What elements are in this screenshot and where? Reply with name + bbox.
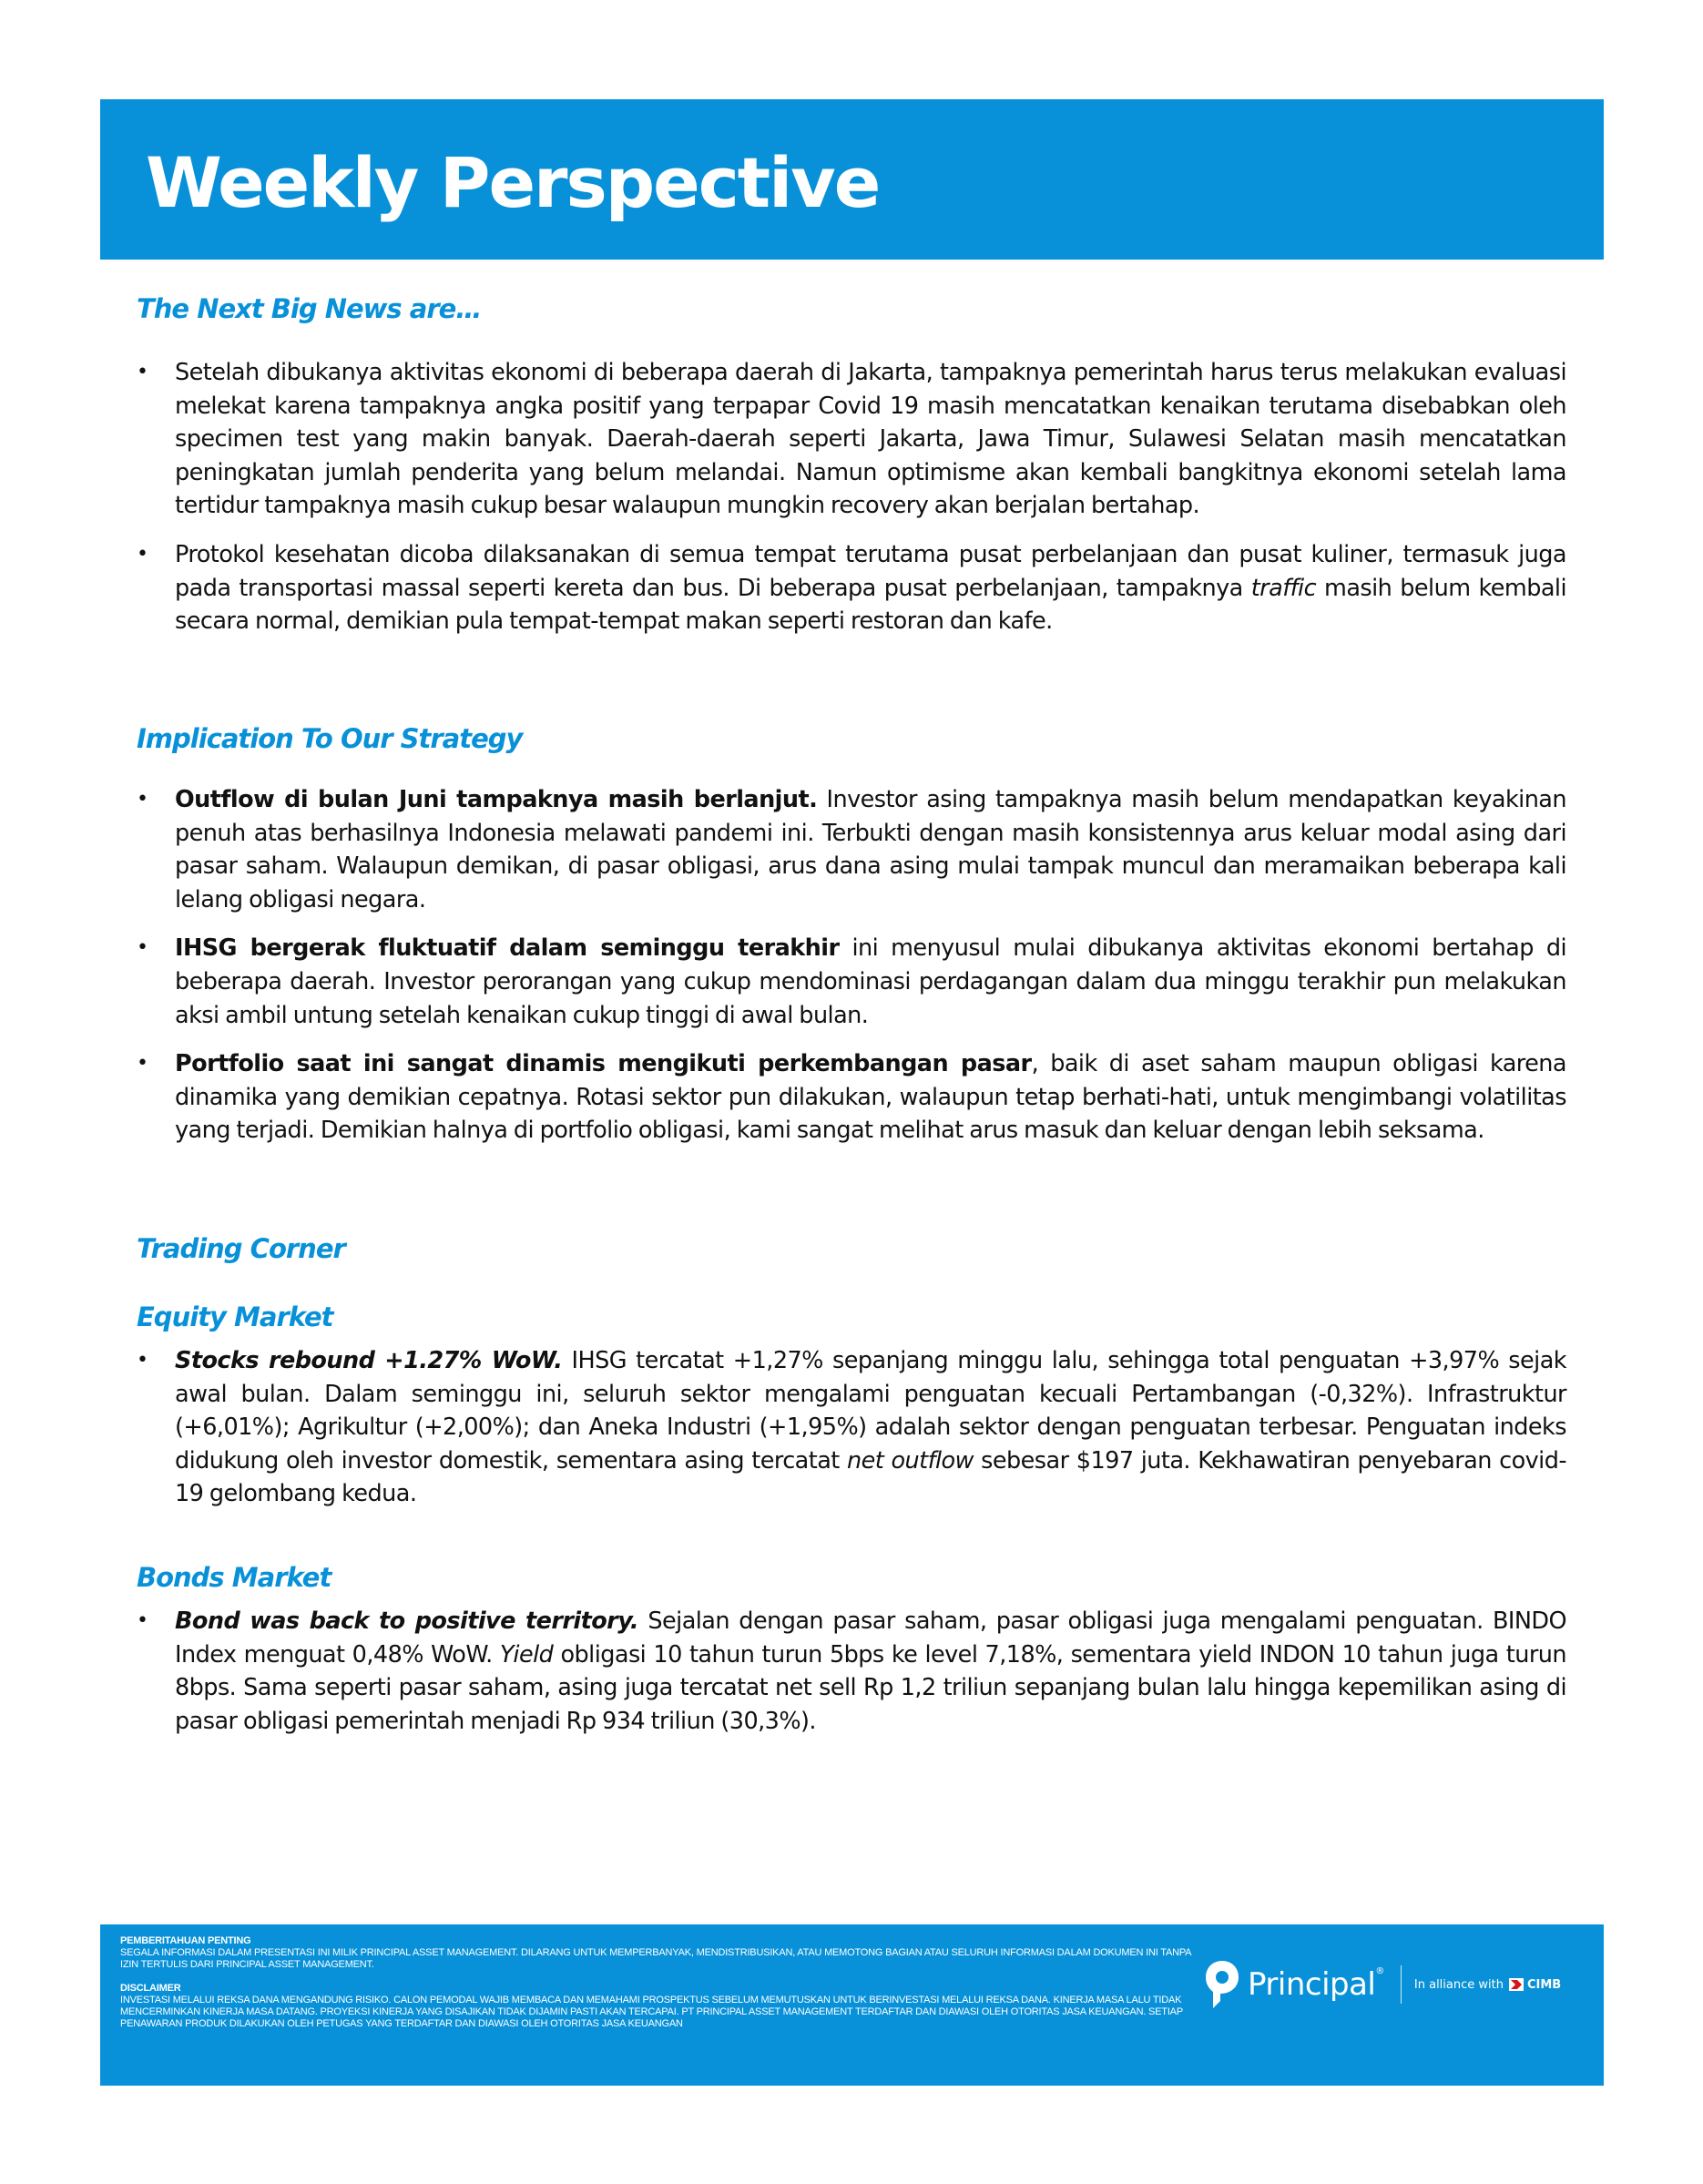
item-text: ini menyusul mulai dibukanya aktivitas ekonomi bertahap di beberapa daerah. Investor perorangan yang cukup mendominasi perdagangan dalam dua minggu terakhir pun melakukan aksi ambil untung setelah kenaikan cukup tinggi di awal bulan. [175,934,1566,1029]
item-text: Protokol kesehatan dicoba dilaksanakan di semua tempat terutama pusat perbelanjaan dan pusat kuliner, termasuk juga pada transportasi massal seperti kereta dan bus. Di beberapa pusat perbelanjaan, tampaknya [175,540,1566,602]
principal-logo [1204,1959,1561,2010]
cimb-wordmark: CIMB [1526,1977,1562,1992]
subheading-equity-market: Equity Market [137,1301,333,1332]
item-italic-text: net outflow [847,1446,974,1475]
bullet-icon: • [137,542,148,566]
alliance-text: In alliance with CIMB [1413,1977,1562,1992]
item-bold-lead: Outflow di bulan Juni tampaknya masih berlanjut. [175,786,818,813]
list-item [137,932,1566,1032]
list-item [137,783,1566,916]
footer-text [120,1935,1195,2042]
disclaimer-text: INVESTASI MELALUI REKSA DANA MENGANDUNG RISIKO. CALON PEMODAL WAJIB MEMBACA DAN MEMAHAMI PROSPEKTUS SEBELUM MEMUTUSKAN UNTUK BERINVESTASI MELALUI REKSA DANA. KINERJA MASA LALU TIDAK MENCERMINKAN KINERJA MASA DATANG. PROYEKSI KINERJA YANG DISAJIKAN TIDAK DIJAMIN PASTI AKAN TERCAPAI. PT PRINCIPAL ASSET MANAGEMENT TERDAFTAR DAN DIAWASI OLEH OTORITAS JASA KEUANGAN. SETIAP PENAWARAN PRODUK DILAKUKAN OLEH PETUGAS YANG TERDAFTAR DAN DIAWASI OLEH OTORITAS JASA KEUANGAN [120,1995,1183,2029]
footer-disclaimer [100,1924,1604,2086]
section-heading-implication: Implication To Our Strategy [137,723,523,754]
list-item [137,538,1566,638]
header-banner [100,99,1604,260]
bullet-icon: • [137,788,148,811]
page-title: Weekly Perspective [146,142,880,223]
bonds-market-list [137,1605,1566,1738]
item-text: , baik di aset saham maupun obligasi karena dinamika yang demikian cepatnya. Rotasi sektor pun dilakukan, walaupun tetap berhati-hati, untuk mengimbangi volatilitas yang terjadi. Demikian halnya di portfolio obligasi, kami sangat melihat arus masuk dan keluar dengan lebih seksama. [175,1050,1566,1145]
implication-list [137,783,1566,1148]
equity-market-list [137,1344,1566,1511]
item-italic-text: traffic [1250,574,1317,602]
bullet-icon: • [137,1349,148,1372]
logo-divider [1401,1965,1402,2004]
bullet-icon: • [137,1052,148,1076]
item-text: Setelah dibukanya aktivitas ekonomi di beberapa daerah di Jakarta, tampaknya pemerintah harus terus melakukan evaluasi melekat karena tampaknya angka positif yang terpapar Covid 19 masih mencatatkan kenaikan terutama disebabkan oleh specimen test yang makin banyak. Daerah-daerah seperti Jakarta, Jawa Timur, Sulawesi Selatan masih mencatatkan peningkatan jumlah penderita yang belum melandai. Namun optimisme akan kembali bangkitnya ekonomi setelah lama tertidur tampaknya masih cukup besar walaupun mungkin recovery akan berjalan bertahap. [175,359,1566,520]
item-text: IHSG tercatat +1,27% sepanjang minggu lalu, sehingga total penguatan +3,97% sejak awal bulan. Dalam seminggu ini, seluruh sektor mengalami penguatan kecuali Pertambangan (-0,32%). Infrastruktur (+6,01%); Agrikultur (+2,00%); dan Aneka Industri (+1,95%) adalah sektor dengan penguatan terbesar. Penguatan indeks didukung oleh investor domestik, sementara asing tercatat [175,1347,1567,1475]
item-bold-lead: Bond was back to positive territory. [175,1607,639,1635]
disclaimer-heading: DISCLAIMER [120,1983,181,1994]
item-italic-text: Yield [499,1640,554,1669]
bullet-icon: • [137,361,148,383]
notice-heading: PEMBERITAHUAN PENTING [120,1935,251,1946]
item-text: sebesar $197 juta. Kekhawatiran penyebaran covid-19 gelombang kedua. [175,1446,1566,1508]
item-bold-lead: Stocks rebound +1.27% WoW. [175,1347,563,1374]
cimb-logo-icon [1509,1978,1524,1991]
disclaimer [120,1983,1195,2030]
list-item [137,1047,1566,1148]
item-bold-lead: IHSG bergerak fluktuatif dalam seminggu terakhir [175,934,840,963]
item-bold-lead: Portfolio saat ini sangat dinamis mengikuti perkembangan pasar [175,1050,1032,1078]
bullet-icon: • [137,1609,148,1632]
bullet-icon: • [137,936,148,960]
next-big-news-list [137,356,1566,638]
principal-wordmark: Principal® [1248,1966,1384,2003]
item-text: Investor asing tampaknya masih belum mendapatkan keyakinan penuh atas berhasilnya Indonesia melawati pandemi ini. Terbukti dengan masih konsistennya arus keluar modal asing dari pasar saham. Walaupun demikan, di pasar obligasi, arus dana asing mulai tampak muncul dan meramaikan beberapa kali lelang obligasi negara. [175,786,1566,913]
list-item [137,1605,1566,1738]
principal-p-icon [1204,1959,1240,2010]
list-item [137,356,1566,523]
notice-text: SEGALA INFORMASI DALAM PRESENTASI INI MILIK PRINCIPAL ASSET MANAGEMENT. DILARANG UNTUK MEMPERBANYAK, MENDISTRIBUSIKAN, ATAU MEMOTONG BAGIAN ATAU SELURUH INFORMASI DALAM DOKUMEN INI TANPA IZIN TERTULIS DARI PRINCIPAL ASSET MANAGEMENT. [120,1947,1191,1970]
list-item [137,1344,1566,1511]
section-heading-trading-corner: Trading Corner [137,1233,345,1264]
item-text: Sejalan dengan pasar saham, pasar obligasi juga mengalami penguatan. BINDO Index menguat 0,48% WoW. [175,1607,1566,1669]
item-text: masih belum kembali secara normal, demikian pula tempat-tempat makan seperti restoran dan kafe. [175,574,1566,636]
item-text: obligasi 10 tahun turun 5bps ke level 7,18%, sementara yield INDON 10 tahun juga turun 8bps. Sama seperti pasar saham, asing juga tercatat net sell Rp 1,2 triliun sepanjang bulan lalu hingga kepemilikan asing di pasar obligasi pemerintah menjadi Rp 934 triliun (30,3%). [175,1640,1567,1735]
important-notice [120,1935,1195,1971]
subheading-bonds-market: Bonds Market [137,1562,331,1593]
section-heading-next-big-news: The Next Big News are… [137,293,482,324]
